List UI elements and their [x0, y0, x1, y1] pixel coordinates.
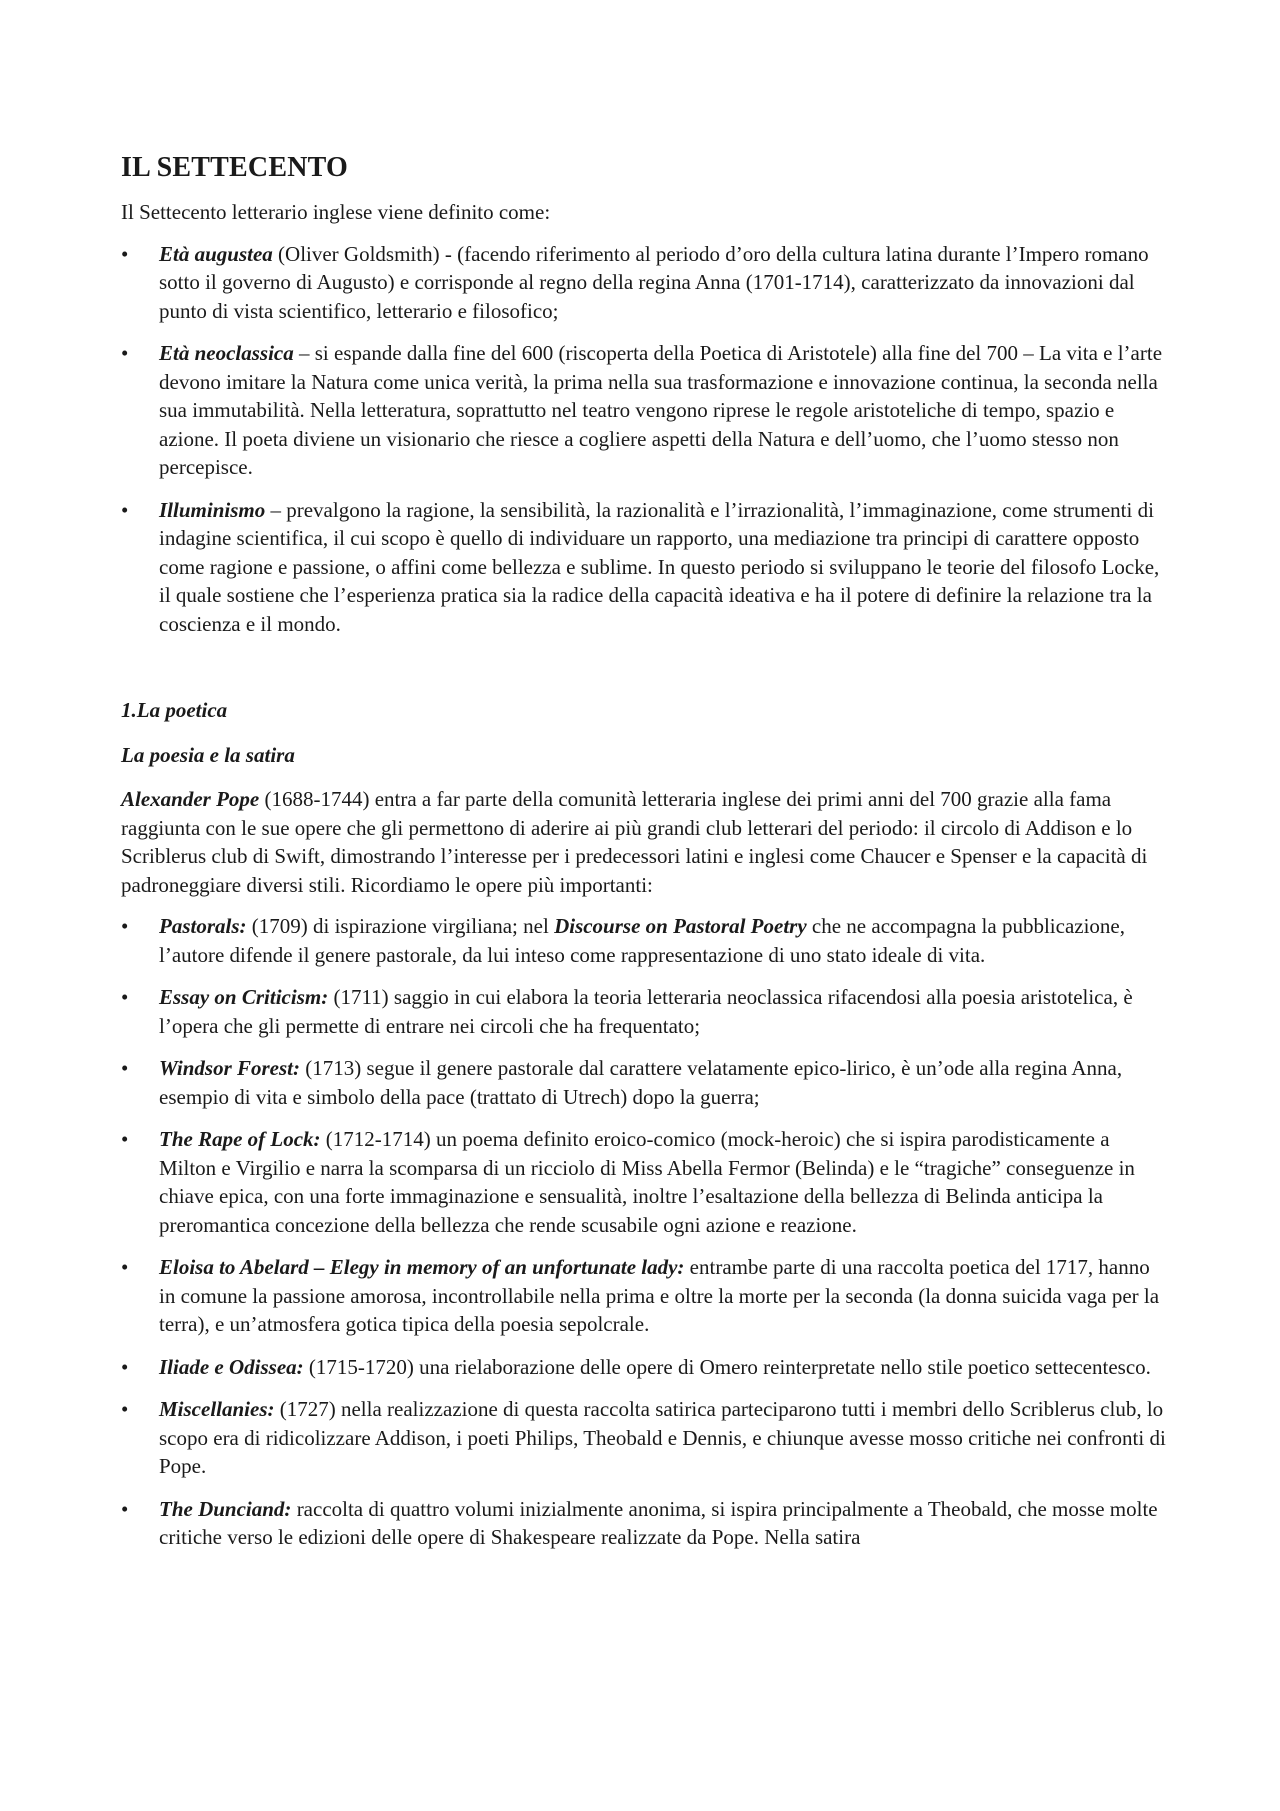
definition-item	[121, 496, 1166, 639]
work-text: (1711) saggio in cui elabora la teoria letteraria neoclassica rifacendosi alla poesia aristotelica, è l’opera che gli permette di entrare nei circoli che ha frequentato;	[159, 985, 1133, 1038]
work-text: (1712-1714) un poema definito eroico-comico (mock-heroic) che si ispira parodisticamente a Milton e Virgilio e narra la scomparsa di un ricciolo di Miss Abella Fermor (Belinda) e le “tragiche” conseguenze in chiave epica, con una forte immaginazione e sensualità, inoltre l’esaltazione della bellezza di Belinda anticipa la preromantica concezione della bellezza che rende scusabile ogni azione e reazione.	[159, 1127, 1135, 1237]
definition-term: Età augustea	[159, 241, 273, 266]
work-title: Iliade e Odissea:	[159, 1354, 304, 1379]
bullet-icon: •	[121, 1056, 129, 1080]
work-item	[121, 912, 1166, 969]
work-title: Miscellanies:	[159, 1397, 275, 1421]
work-text: (1709) di ispirazione virgiliana; nel	[246, 914, 555, 938]
intro-paragraph: Il Settecento letterario inglese viene definito come:	[121, 200, 551, 224]
work-item	[121, 1495, 1166, 1552]
definition-term: Età neoclassica	[159, 341, 294, 365]
work-item	[121, 983, 1166, 1040]
bullet-icon: •	[121, 241, 129, 266]
pope-paragraph	[121, 785, 1166, 899]
work-title: Eloisa to Abelard – Elegy in memory of an unfortunate lady:	[159, 1255, 685, 1279]
bullet-icon: •	[121, 1397, 129, 1421]
subsection-heading: La poesia e la satira	[121, 742, 295, 767]
bullet-icon: •	[121, 1354, 129, 1379]
work-text: che ne accompagna la pubblicazione, l’autore difende il genere pastorale, da lui inteso come rappresentazione di uno stato ideale di vita.	[159, 914, 1125, 967]
section-heading: 1.La poetica	[121, 698, 228, 722]
work-text: (1727) nella realizzazione di questa raccolta satirica parteciparono tutti i membri dello Scriblerus club, lo scopo era di ridicolizzare Addison, i poeti Philips, Theobald e Dennis, e chiunque avesse mosso critiche nei confronti di Pope.	[159, 1397, 1166, 1478]
document-page	[121, 150, 1166, 1566]
work-title-secondary: Discourse on Pastoral Poetry	[554, 914, 807, 938]
work-title: Windsor Forest:	[159, 1056, 301, 1080]
page-title: IL SETTECENTO	[121, 152, 348, 183]
definition-item	[121, 339, 1166, 482]
work-title: Essay on Criticism:	[159, 985, 329, 1009]
work-item	[121, 1253, 1166, 1339]
work-text: (1713) segue il genere pastorale dal carattere velatamente epico-lirico, è un’ode alla regina Anna, esempio di vita e simbolo della pace (trattato di Utrech) dopo la guerra;	[159, 1056, 1123, 1109]
bullet-icon: •	[121, 985, 129, 1009]
bullet-icon: •	[121, 914, 129, 938]
work-title: The Rape of Lock:	[159, 1127, 321, 1151]
work-item	[121, 1054, 1166, 1111]
work-item	[121, 1125, 1166, 1239]
definition-term: Illuminismo	[159, 497, 266, 522]
definition-text: (Oliver Goldsmith) - (facendo riferimento al periodo d’oro della cultura latina durante l’Impero romano sotto il governo di Augusto) e corrisponde al regno della regina Anna (1701-1714), caratterizzato da innovazioni dal punto di vista scientifico, letterario e filosofico;	[159, 241, 1149, 323]
definition-text: – si espande dalla fine del 600 (riscoperta della Poetica di Aristotele) alla fine del 700 – La vita e l’arte devono imitare la Natura come unica verità, la prima nella sua trasformazione e innovazione continua, la seconda nella sua immutabilità. Nella letteratura, soprattutto nel teatro vengono riprese le regole aristoteliche di tempo, spazio e azione. Il poeta diviene un visionario che riesce a cogliere aspetti della Natura e dell’uomo, che l’uomo stesso non percepisce.	[159, 341, 1163, 479]
work-text: entrambe parte di una raccolta poetica del 1717, hanno in comune la passione amorosa, incontrollabile nella prima e oltre la morte per la seconda (la donna suicida vaga per la terra), e un’atmosfera gotica tipica della poesia sepolcrale.	[159, 1255, 1160, 1336]
pope-text: (1688-1744) entra a far parte della comunità letteraria inglese dei primi anni del 700 grazie alla fama raggiunta con le sue opere che gli permettono di aderire ai più grandi club letterari del periodo: il circolo di Addison e lo Scriblerus club di Swift, dimostrando l’interesse per i predecessori latini e inglesi come Chaucer e Spenser e la capacità di padroneggiare diversi stili. Ricordiamo le opere più importanti:	[121, 787, 1148, 897]
bullet-icon: •	[121, 341, 129, 365]
work-text: (1715-1720) una rielaborazione delle opere di Omero reinterpretate nello stile poetico settecentesco.	[303, 1354, 1151, 1379]
work-title: Pastorals:	[159, 914, 247, 938]
work-title: The Dunciand:	[159, 1496, 292, 1521]
section-spacer	[121, 652, 1166, 696]
bullet-icon: •	[121, 1255, 129, 1279]
bullet-icon: •	[121, 1496, 129, 1521]
works-list	[121, 912, 1166, 1552]
bullet-icon: •	[121, 497, 129, 522]
definition-text: – prevalgono la ragione, la sensibilità, la razionalità e l’irrazionalità, l’immaginazione, come strumenti di indagine scientifica, il cui scopo è quello di individuare un rapporto, una mediazione tra principi di carattere opposto come ragione e passione, o affini come bellezza e sublime. In questo periodo si sviluppano le teorie del filosofo Locke, il quale sostiene che l’esperienza pratica sia la radice della capacità ideativa e ha il potere di definire la relazione tra la coscienza e il mondo.	[159, 497, 1160, 636]
work-text: raccolta di quattro volumi inizialmente anonima, si ispira principalmente a Theobald, che mosse molte critiche verso le edizioni delle opere di Shakespeare realizzate da Pope. Nella satira	[159, 1496, 1158, 1549]
bullet-icon: •	[121, 1127, 129, 1151]
author-name: Alexander Pope	[121, 787, 260, 811]
work-item	[121, 1395, 1166, 1481]
definitions-list	[121, 240, 1166, 639]
definition-item	[121, 240, 1166, 326]
work-item	[121, 1353, 1166, 1382]
